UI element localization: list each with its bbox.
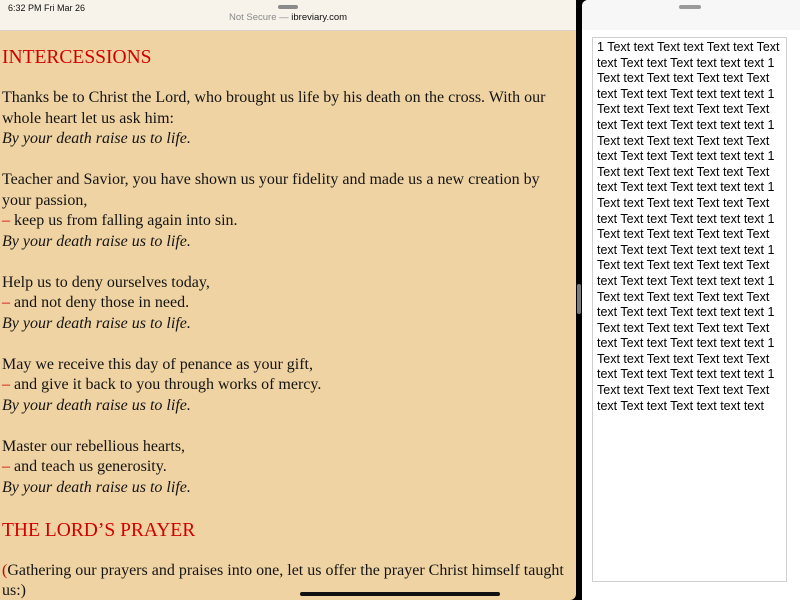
petition-dash-line: – keep us from falling again into sin. <box>2 212 238 229</box>
open-paren: ( <box>2 561 8 579</box>
status-date: Fri Mar 26 <box>44 3 86 13</box>
response-text: By your death raise us to life. <box>2 396 191 414</box>
petition-4 <box>2 437 568 499</box>
dash-mark: – <box>2 376 10 393</box>
petition-3 <box>2 355 568 417</box>
response-text: By your death raise us to life. <box>2 232 191 250</box>
petition-dash-line: – and teach us generosity. <box>2 458 167 475</box>
petition-text: Teacher and Savior, you have shown us your fidelity and made us a new creation by your passion, <box>2 171 540 209</box>
petition-dash-line: – and give it back to you through works of mercy. <box>2 376 322 393</box>
petition-text: Master our rebellious hearts, <box>2 437 186 455</box>
intercessions-heading: INTERCESSIONS <box>2 47 152 68</box>
response-text: By your death raise us to life. <box>2 130 191 147</box>
response-text: By your death raise us to life. <box>2 314 191 332</box>
multitasking-handle[interactable] <box>679 5 701 9</box>
status-time: 6:32 PM <box>8 3 42 13</box>
intro-text: Thanks be to Christ the Lord, who brought us life by his death on the cross. With our whole heart let us ask him: <box>2 89 546 127</box>
home-indicator[interactable] <box>300 592 500 596</box>
lords-prayer-intro: (Gathering our prayers and praises into one, let us offer the prayer Christ himself taught us:) <box>2 561 564 599</box>
dash-mark: – <box>2 294 10 311</box>
not-secure-label: Not Secure <box>228 12 277 23</box>
split-view-handle[interactable] <box>577 284 581 314</box>
petition-1 <box>2 170 568 252</box>
url-separator: — <box>276 12 292 23</box>
petition-dash-line: – and not deny those in need. <box>2 294 190 311</box>
address-bar[interactable] <box>0 12 576 23</box>
multitasking-handle[interactable] <box>278 5 298 9</box>
text-view[interactable]: 1 Text text Text text Text text Text text Text text Text text text text 1 Text text Text text Text text Text text Text text Text text text text 1 Text text Text text Text text Text text Text text Text text text text 1 Text text Text text Text text Text text Text text Text text text text 1 Text text Text text Text text Text text Text text Text text text text 1 Text text Text text Text text Text text Text text Text text text text 1 Text text Text text Text text Text text Text text Text text text text 1 Text text Text text Text text Text text Text text Text text text text 1 Text text Text text Text text Text text Text text Text text text text 1 Text text Text text Text text Text text Text text Text text text text 1 Text text Text text Text text Text text Text text Text text text text 1 Text text Text text Text text Text text Text text Text text text text <box>592 37 787 582</box>
url-domain: ibreviary.com <box>291 12 348 23</box>
right-app-pane <box>582 0 800 600</box>
right-pane-top-bar <box>582 0 800 30</box>
lords-prayer-heading: THE LORD’S PRAYER <box>2 519 196 541</box>
browser-top-bar <box>0 0 576 31</box>
petition-text: Help us to deny ourselves today, <box>2 273 210 291</box>
dash-mark: – <box>2 212 10 229</box>
petition-text: May we receive this day of penance as your gift, <box>2 355 313 373</box>
intro-block <box>2 88 568 150</box>
response-text: By your death raise us to life. <box>2 478 191 496</box>
petition-2 <box>2 273 568 335</box>
dash-mark: – <box>2 458 10 475</box>
prayer-content <box>2 46 568 600</box>
